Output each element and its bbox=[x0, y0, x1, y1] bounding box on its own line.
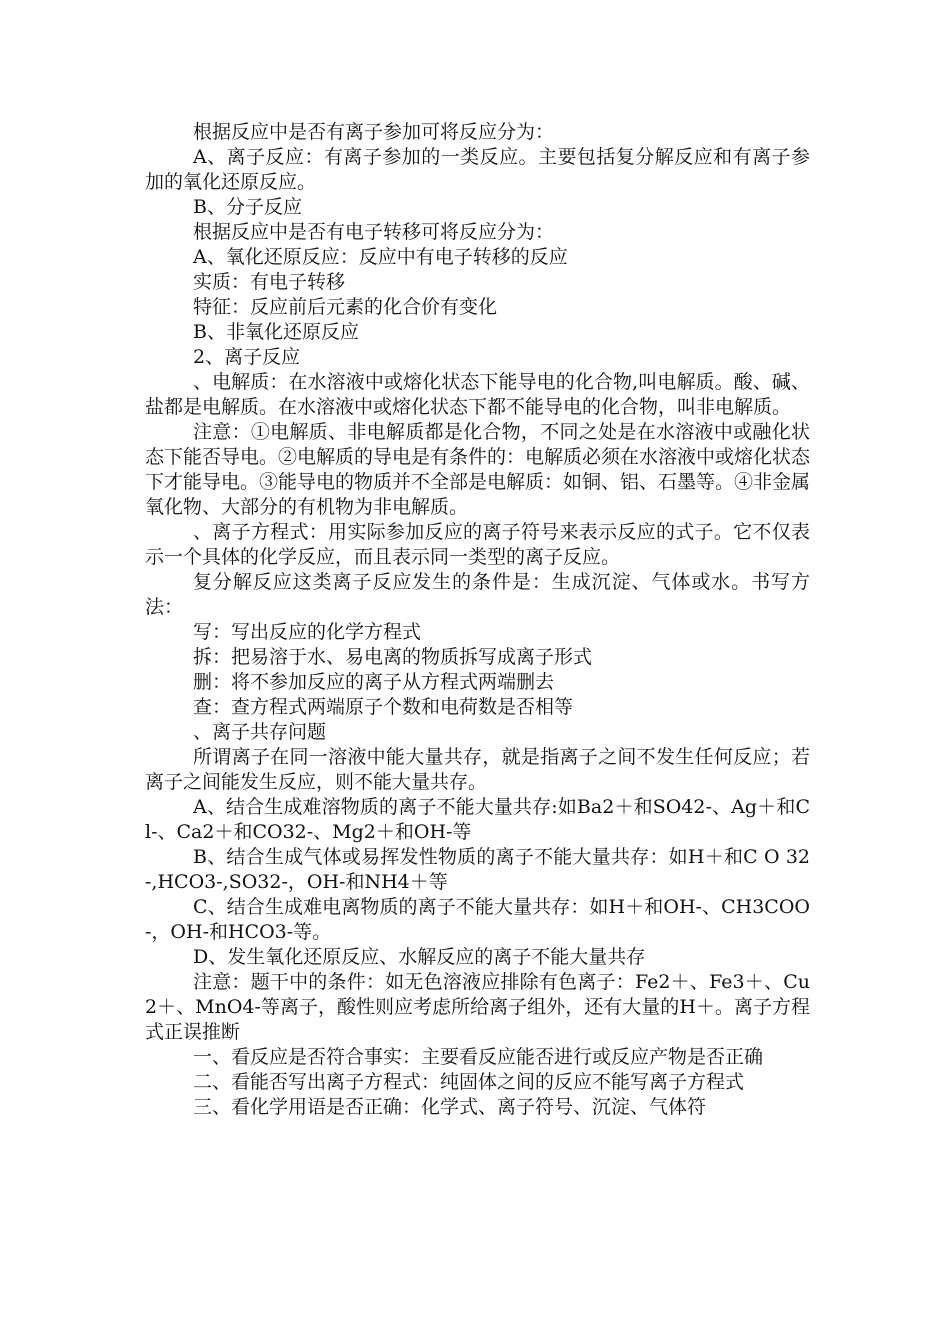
paragraph: 注意：题干中的条件：如无色溶液应排除有色离子：Fe2＋、Fe3＋、Cu2＋、MnO4-等离子，酸性则应考虑所给离子组外，还有大量的H＋。离子方程式正误推断 bbox=[145, 971, 810, 1043]
paragraph: 特征：反应前后元素的化合价有变化 bbox=[193, 296, 498, 318]
paragraph: A、结合生成难溶物质的离子不能大量共存:如Ba2＋和SO42-、Ag＋和Cl-、Ca2＋和CO32-、Mg2＋和OH-等 bbox=[145, 796, 810, 843]
paragraph: B、结合生成气体或易挥发性物质的离子不能大量共存：如H＋和C O 32-,HCO3-,SO32-，OH-和NH4＋等 bbox=[145, 846, 810, 893]
paragraph: 二、看能否写出离子方程式：纯固体之间的反应不能写离子方程式 bbox=[193, 1071, 745, 1093]
paragraph: C、结合生成难电离物质的离子不能大量共存：如H＋和OH-、CH3COO-，OH-和HCO3-等。 bbox=[145, 896, 810, 943]
paragraph: A、离子反应：有离子参加的一类反应。主要包括复分解反应和有离子参加的氧化还原反应。 bbox=[145, 146, 810, 193]
paragraph: 根据反应中是否有电子转移可将反应分为： bbox=[193, 221, 555, 243]
paragraph: 、离子方程式：用实际参加反应的离子符号来表示反应的式子。它不仅表示一个具体的化学反应，而且表示同一类型的离子反应。 bbox=[145, 521, 810, 568]
paragraph: 所谓离子在同一溶液中能大量共存，就是指离子之间不发生任何反应；若离子之间能发生反应，则不能大量共存。 bbox=[145, 746, 810, 793]
document-body bbox=[145, 120, 810, 1120]
paragraph: 一、看反应是否符合事实：主要看反应能否进行或反应产物是否正确 bbox=[193, 1046, 764, 1068]
paragraph: 三、看化学用语是否正确：化学式、离子符号、沉淀、气体符 bbox=[193, 1096, 707, 1118]
paragraph: 复分解反应这类离子反应发生的条件是：生成沉淀、气体或水。书写方法： bbox=[145, 571, 810, 618]
paragraph: D、发生氧化还原反应、水解反应的离子不能大量共存 bbox=[193, 946, 646, 968]
paragraph: 、电解质：在水溶液中或熔化状态下能导电的化合物,叫电解质。酸、碱、盐都是电解质。在水溶液中或熔化状态下都不能导电的化合物，叫非电解质。 bbox=[145, 371, 810, 418]
paragraph: 拆：把易溶于水、易电离的物质拆写成离子形式 bbox=[193, 646, 593, 668]
paragraph: 删：将不参加反应的离子从方程式两端删去 bbox=[193, 671, 555, 693]
paragraph: 、离子共存问题 bbox=[193, 721, 327, 743]
paragraph: B、分子反应 bbox=[193, 196, 302, 218]
paragraph: 2、离子反应 bbox=[193, 346, 301, 368]
paragraph: 注意：①电解质、非电解质都是化合物，不同之处是在水溶液中或融化状态下能否导电。②电解质的导电是有条件的：电解质必须在水溶液中或熔化状态下才能导电。③能导电的物质并不全部是电解质：如铜、铝、石墨等。④非金属氧化物、大部分的有机物为非电解质。 bbox=[145, 421, 811, 518]
paragraph: 写：写出反应的化学方程式 bbox=[193, 621, 422, 643]
paragraph: B、非氧化还原反应 bbox=[193, 321, 359, 343]
paragraph: 根据反应中是否有离子参加可将反应分为： bbox=[193, 121, 555, 143]
paragraph: 查：查方程式两端原子个数和电荷数是否相等 bbox=[193, 696, 574, 718]
paragraph: A、氧化还原反应：反应中有电子转移的反应 bbox=[193, 246, 568, 268]
paragraph: 实质：有电子转移 bbox=[193, 271, 346, 293]
